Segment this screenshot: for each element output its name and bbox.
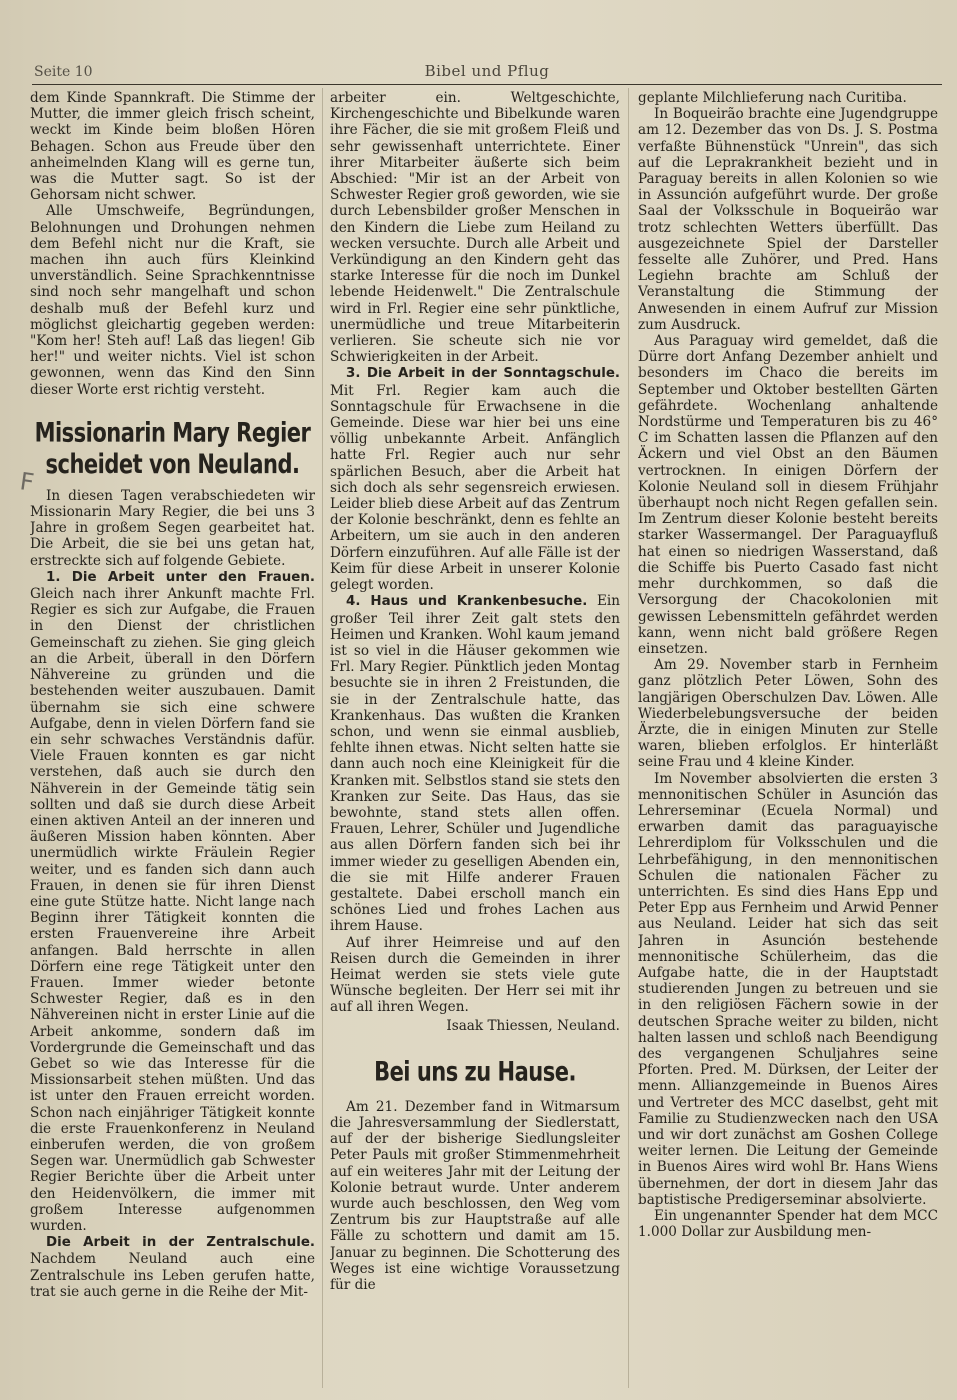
paragraph: dem Kinde Spannkraft. Die Stimme der Mutter, die immer gleich frisch scheint, weckt im Kinde beim bloßen Hören Behagen. Schon aus Freude über den anheimelnden Klang will es gerne tun, was die Mutter sagt. So ist der Gehorsam nicht schwer.: [30, 90, 315, 204]
paragraph: Alle Umschweife, Begründungen, Belohnungen und Drohungen nehmen dem Befehl nicht nur die Kraft, sie machen ihn auch fürs Kleinkind unverständlich. Seine Sprachkenntnisse sind noch sehr mangelhaft und schon deshalb muß der Befehl kurz und möglichst gleichartig gegeben werden: "Kom her! Steh auf! Laß das liegen! Gib her!" und weiter nichts. Viel ist schon gewonnen, wenn das Kind den Sinn dieser Worte erst richtig versteht.: [30, 203, 315, 398]
section: [30, 569, 315, 1234]
section-text: Ein großer Teil ihrer Zeit galt stets den Heimen und Kranken. Wohl kaum jemand ist so viel in die Häuser gekommen wie Frl. Mary Regier. Pünktlich jeden Montag besuchte sie in ihren 2 Freistunden, die sie in der Zentralschule hatte, das Krankenhaus. Das wußten die Kranken schon, und wenn sie einmal ausblieb, fehlte ihnen etwas. Nicht selten hatte sie dann auch noch eine Kleinigkeit für die Kranken mit. Selbstlos stand sie stets den Kranken zur Seite. Das Haus, das sie bewohnte, stand stets allen offen. Frauen, Lehrer, Schüler und Jugendliche aus allen Dörfern fanden sich bei ihr immer wieder zu geselligen Abenden ein, die sie mit Hilfe anderer Frauen gestaltete. Dabei erscholl manch ein schönes Lied und frohes Lachen aus ihrem Hause.: [330, 593, 620, 935]
section-text: Gleich nach ihrer Ankunft machte Frl. Regier es sich zur Aufgabe, die Frauen in den Dienst der christlichen Gemeinschaft zu ziehen. Sie ging gleich an die Arbeit, überall in den Dörfern Nähvereine zu gründen und die bestehenden weiter auszubauen. Damit übernahm sie sich eine schwere Aufgabe, denn in vielen Dörfern fand sie ein sehr schwaches Verständnis dafür. Viele Frauen konnten es gar nicht verstehen, daß auch sie durch den Nähverein in der Gemeinde tätig sein sollten und daß sie durch diese Arbeit einen aktiven Anteil an der inneren und äußeren Mission haben könnten. Aber unermüdlich wirkte Fräulein Regier weiter, und es fanden sich dann auch Frauen, in denen sie für ihren Dienst eine gute Stütze hatte. Nicht lange nach Beginn ihrer Tätigkeit konnten die ersten Frauenvereine ihre Arbeit anfangen. Bald herrschte in allen Dörfern eine rege Tätigkeit unter den Frauen. Immer wieder betonte Schwester Regier, daß es in den Nähvereinen nicht in erster Linie auf die Arbeit ankomme, sondern daß im Vordergrunde die Gemeinschaft und das Gebet so wie das Interesse für die Missionsarbeit stehen müßten. Und das ist unter den Frauen erreicht worden. Schon nach einjähriger Tätigkeit konnte die erste Frauenkonferenz in Neuland einberufen werden, die von großem Segen war. Unermüdlich gab Schwester Regier Berichte über die Arbeit unter den Heidenvölkern, die immer mit großem Interesse aufgenommen wurden.: [30, 586, 315, 1234]
paragraph: arbeiter ein. Weltgeschichte, Kirchengeschichte und Bibelkunde waren ihre Fächer, die sie mit großem Fleiß und sehr gewissenhaft unterrichtete. Einer ihrer Mitarbeiter äußerte sich beim Abschied: "Mir ist an der Arbeit von Schwester Regier groß geworden, wie sie durch Lebensbilder großer Menschen in den Kindern die Liebe zum Heiland zu wecken versuchte. Durch alle Arbeit und Verkündigung an den Kindern geht das starke Interesse für die noch im Dunkel lebende Heidenwelt." Die Zentralschule wird in Frl. Regier eine sehr pünktliche, unermüdliche und treue Mitarbeiterin verlieren. Sie scheute sich nie vor Schwierigkeiten in der Arbeit.: [330, 90, 620, 366]
handwritten-mark: F: [18, 467, 36, 497]
section: [330, 365, 620, 593]
column-3: [638, 90, 938, 1396]
section-title: Die Arbeit in der Zentralschule.: [46, 1235, 315, 1251]
paragraph: Aus Paraguay wird gemeldet, daß die Dürre dort Anfang Dezember anhielt und besonders im Chaco die bereits im September und Oktober bestellten Gärten gefährdete. Wochenlang anhaltende Nordstürme und Temperaturen bis zu 46° C im Schatten lassen die Pflanzen auf den Äckern und viel Obst an den Bäumen vertrocknen. In einigen Dörfern der Kolonie Neuland soll in diesem Frühjahr überhaupt noch nicht Regen gefallen sein. Im Zentrum dieser Kolonie besteht bereits starker Wassermangel. Der Paraguayfluß hat einen so niedrigen Wasserstand, daß die Schiffe bis Puerto Casado fast nicht mehr durchkommen, so daß die Versorgung der Chacokolonien mit gewissen Lebensmitteln gefährdet werden kann, wenn nicht bald größere Regen einsetzen.: [638, 333, 938, 657]
author-signature: Isaak Thiessen, Neuland.: [446, 1017, 620, 1034]
section: [330, 593, 620, 934]
section-title: 3. Die Arbeit in der Sonntagschule.: [346, 366, 620, 382]
column-divider: [322, 88, 323, 1388]
section-title: 1. Die Arbeit unter den Frauen.: [46, 569, 315, 585]
publication-title: Bibel und Pflug: [424, 62, 550, 80]
page-number: Seite 10: [34, 64, 93, 80]
article-heading: Missionarin Mary Regier scheidet von Neuland.: [34, 417, 311, 479]
section: [30, 1234, 315, 1300]
paragraph: In diesen Tagen verabschiedeten wir Missionarin Mary Regier, die bei uns 3 Jahre in großem Segen gearbeitet hat. Die Arbeit, die sie bei uns getan hat, erstreckte sich auf folgende Gebiete.: [30, 487, 315, 569]
paragraph: In Boqueirão brachte eine Jugendgruppe am 12. Dezember das von Ds. J. S. Postma verfaßte Bühnenstück "Unrein", das sich auf die Leprakrankheit bezieht und in Paraguay bereits in allen Kolonien so wie in Assunción aufgeführt wurde. Der große Saal der Volksschule in Boqueirão war trotz schlechten Wetters überfüllt. Das ausgezeichnete Spiel der Darsteller fesselte alle Zuhörer, und Pred. Hans Legiehn brachte am Schluß der Veranstaltung die Stimmung der Anwesenden in einem Aufruf zur Mission zum Ausdruck.: [638, 106, 938, 333]
section-text: Mit Frl. Regier kam auch die Sonntagschule für Erwachsene in die Gemeinde. Diese war hier bei uns eine völlig unbekannte Arbeit. Anfänglich hatte Frl. Regier auch nur sehr spärlichen Besuch, aber die Arbeit hat sich doch als sehr segensreich erwiesen. Leider blieb diese Arbeit auf das Zentrum der Kolonie beschränkt, denn es fehlte an Arbeitern, um sie auch in den anderen Dörfern einzuführen. Auf alle Fälle ist der Keim für diese Arbeit in unserer Kolonie gelegt worden.: [330, 382, 620, 594]
paragraph: Auf ihrer Heimreise und auf den Reisen durch die Gemeinden in ihrer Heimat werden sie stets viele gute Wünsche begleiten. Der Herr sei mit ihr auf all ihren Wegen.: [330, 934, 620, 1016]
paragraph: Am 29. November starb in Fernheim ganz plötzlich Peter Löwen, Sohn des langjärigen Oberschulzen Dav. Löwen. Alle Wiederbelebungsversuche der beiden Ärzte, die in einigen Minuten zur Stelle waren, blieben erfolglos. Er hinterläßt seine Frau und 4 kleine Kinder.: [638, 657, 938, 771]
paragraph: geplante Milchlieferung nach Curitiba.: [638, 90, 907, 106]
paragraph: Ein ungenannter Spender hat dem MCC 1.000 Dollar zur Ausbildung men-: [638, 1208, 938, 1241]
page-header: [32, 62, 942, 85]
article-heading: Bei uns zu Hause.: [374, 1056, 576, 1087]
paragraph: Am 21. Dezember fand in Witmarsum die Jahresversammlung der Siedlerstatt, auf der der bisherige Siedlungsleiter Peter Pauls mit großer Stimmenmehrheit auf ein weiteres Jahr mit der Leitung der Kolonie betraut wurde. Unter anderem wurde auch beschlossen, den Weg vom Zentrum bis zur Hauptstraße auf alle Fälle zu schottern und damit am 15. Januar zu beginnen. Die Schotterung des Weges ist eine wichtige Voraussetzung für die: [330, 1098, 620, 1294]
section-text: Nachdem Neuland auch eine Zentralschule ins Leben gerufen hatte, trat sie auch gerne in die Reihe der Mit-: [30, 1251, 315, 1300]
column-divider: [628, 88, 629, 1388]
section-title: 4. Haus und Krankenbesuche.: [346, 594, 588, 610]
paragraph: Im November absolvierten die ersten 3 mennonitischen Schüler in Asunción das Lehrerseminar (Ecuela Normal) und erwarben damit das paraguayische Lehrerdiplom für Volksschulen und die Lehrbefähigung, in den mennonitischen Schulen die nationalen Fächer zu unterrichten. Es sind dies Hans Epp und Peter Epp aus Fernheim und Arwid Penner aus Neuland. Leider hat sich das seit Jahren in Asunción bestehende mennonitische Schülerheim, das die Aufgabe hatte, die in der Hauptstadt studierenden Jungen zu betreuen und sie in den religiösen Fächern sowie in der deutschen Sprache weiter zu bilden, nicht halten lassen und schloß nach Beendigung des vergangenen Schuljahres seine Pforten. Pred. M. Dürksen, der Leiter der menn. Allianzgemeinde in Buenos Aires und Vertreter des MCC daselbst, geht mit Familie zu Studienzwecken nach den USA und wir dort zunächst am Goshen College weiter lernen. Die Leitung der Gemeinde in Buenos Aires wird wohl Br. Hans Wiens übernehmen, der dort in diesem Jahr das baptistische Predigerseminar absolvierte.: [638, 770, 938, 1208]
column-1: [30, 90, 315, 1396]
column-2: [330, 90, 620, 1396]
